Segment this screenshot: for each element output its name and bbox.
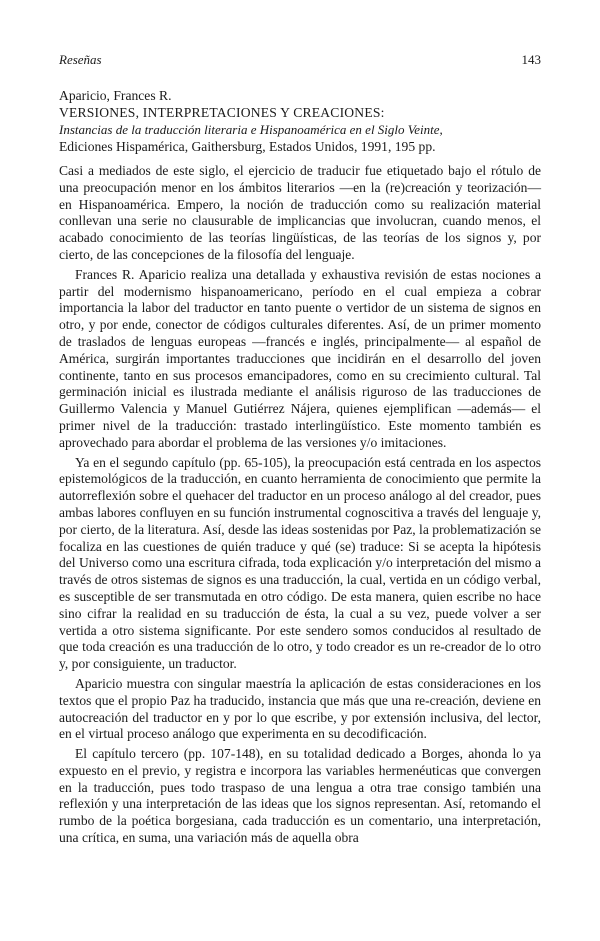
paragraph: Ya en el segundo capítulo (pp. 65-105), la preocupación está centrada en los aspectos epistemológicos de la traducción, en cuanto herramienta de conocimiento que permite la autorreflexión sobre el quehacer del traductor en un proceso análogo al del creador, pues ambas labores confluyen en su función instrumental cognoscitiva a través del lenguaje y, por cierto, de la literatura. Así, desde las ideas sostenidas por Paz, la problematización se focaliza en las cuestiones de quién traduce y qué (se) traduce: Si se acepta la hipótesis del Universo como una escritura cifrada, toda explicación y/o interpretación del mismo a través de otros sistemas de signos es una traducción, la cual, vertida en un código verbal, es susceptible de ser transmutada en otro código. De esta manera, quien escribe no hace sino cifrar la realidad en su traducción de ésta, la cual a su vez, puede volver a ser vertida a otro sistema significante. Por este sendero somos conducidos al resultado de que toda creación es una traducción de lo otro, y todo creador es un re-creador de lo otro y, por consiguiente, un traductor. (59, 454, 541, 672)
review-body (59, 163, 541, 850)
paragraph: Aparicio muestra con singular maestría la aplicación de estas consideraciones en los textos que el propio Paz ha traducido, instancia que más que una re-creación, deviene en autocreación del traductor en y por lo que escribe, y por extensión inclusiva, del lector, en el virtual proceso análogo que experimenta en su decodificación. (59, 675, 541, 742)
book-subtitle: Instancias de la traducción literaria e Hispanoamérica en el Siglo Veinte, (59, 122, 443, 137)
paragraph: El capítulo tercero (pp. 107-148), en su totalidad dedicado a Borges, ahonda lo ya expuesto en el previo, y registra e incorpora las variables hermenéuticas que convergen en la traducción, pues todo traspaso de una lengua a otra trae consigo también una reflexión y una interpretación de las ideas que los signos representan. Así, retomando el rumbo de la poética borgesiana, cada traducción es un comentario, una interpretación, una crítica, en suma, una variación más de aquella obra (59, 746, 541, 846)
page-number: 143 (521, 52, 541, 67)
section-name: Reseñas (59, 52, 102, 67)
book-author: Aparicio, Frances R. (59, 88, 172, 103)
running-head (59, 52, 541, 68)
book-citation (59, 87, 541, 155)
book-publisher: Ediciones Hispamérica, Gaithersburg, Estados Unidos, 1991, 195 pp. (59, 139, 436, 154)
paragraph: Casi a mediados de este siglo, el ejercicio de traducir fue etiquetado bajo el rótulo de una preocupación menor en los ámbitos literarios —en la (re)creación y teorización— en Hispanoamérica. Empero, la noción de traducción como su realización material conllevan una serie no clausurable de implicancias que involucran, cuando menos, el acabado conocimiento de las teorías lingüísticas, de las teorías de los signos y, por cierto, de las concepciones de la filosofía del lenguaje. (59, 163, 541, 262)
book-title: VERSIONES, INTERPRETACIONES Y CREACIONES: (59, 105, 385, 120)
paragraph: Frances R. Aparicio realiza una detallada y exhaustiva revisión de estas nociones a partir del modernismo hispanoamericano, período en el cual empieza a cobrar importancia la labor del traductor en tanto puente o vertidor de un sistema de signos en otro, y por ende, conector de códigos culturales diferentes. Así, de un primer momento de traslados de lenguas europeas —francés e inglés, principalmente— al español de América, surgirán importantes traducciones que incidirán en el desarrollo del joven continente, tanto en sus procesos emancipadores, como en su crecimiento cultural. Tal germinación inicial es ilustrada mediante el análisis riguroso de las traducciones de Guillermo Valencia y Manuel Gutiérrez Nájera, quienes ejemplifican —además— el primer nivel de la traducción: trastado interlingüístico. Este momento también es aprovechado para abordar el problema de las versiones y/o imitaciones. (59, 266, 541, 450)
